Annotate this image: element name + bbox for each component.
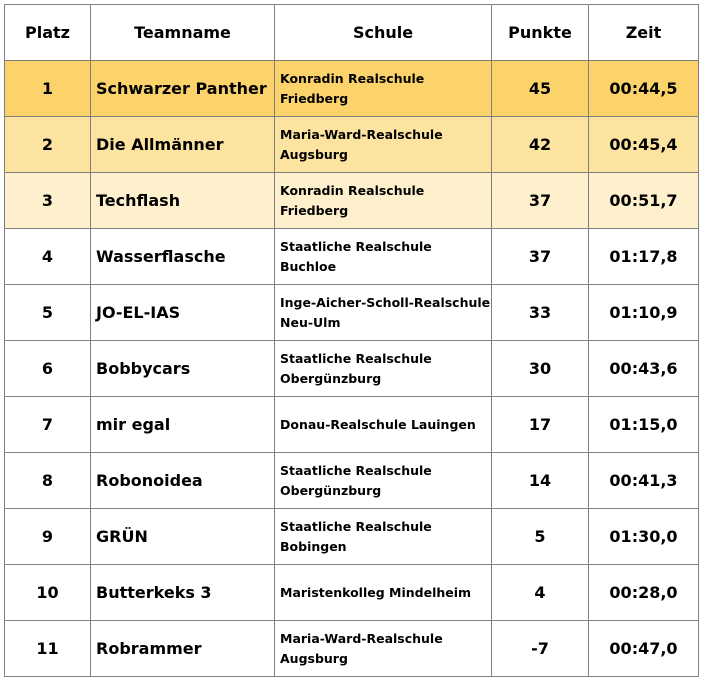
table-row bbox=[5, 285, 699, 341]
cell-zeit: 00:47,0 bbox=[589, 621, 699, 677]
cell-schule bbox=[275, 61, 492, 117]
cell-zeit: 00:51,7 bbox=[589, 173, 699, 229]
cell-teamname: Die Allmänner bbox=[91, 117, 275, 173]
cell-platz: 10 bbox=[5, 565, 91, 621]
cell-punkte: -7 bbox=[492, 621, 589, 677]
schule-line-1: Staatliche Realschule bbox=[280, 518, 432, 534]
cell-punkte: 14 bbox=[492, 453, 589, 509]
table-row bbox=[5, 117, 699, 173]
header-punkte: Punkte bbox=[492, 5, 589, 61]
cell-schule bbox=[275, 565, 492, 621]
schule-line-1: Inge-Aicher-Scholl-Realschule bbox=[280, 294, 491, 310]
cell-zeit: 00:28,0 bbox=[589, 565, 699, 621]
schule-line-1: Maristenkolleg Mindelheim bbox=[280, 584, 472, 600]
header-zeit: Zeit bbox=[589, 5, 699, 61]
table-row bbox=[5, 509, 699, 565]
cell-zeit: 00:45,4 bbox=[589, 117, 699, 173]
cell-platz: 6 bbox=[5, 341, 91, 397]
schule-line-1: Staatliche Realschule bbox=[280, 238, 432, 254]
cell-punkte: 37 bbox=[492, 229, 589, 285]
header-platz: Platz bbox=[5, 5, 91, 61]
schule-line-1: Staatliche Realschule bbox=[280, 350, 432, 366]
table-row bbox=[5, 453, 699, 509]
table-body bbox=[5, 61, 699, 677]
cell-punkte: 45 bbox=[492, 61, 589, 117]
cell-punkte: 4 bbox=[492, 565, 589, 621]
schule-line-2: Obergünzburg bbox=[280, 370, 382, 386]
table-row bbox=[5, 341, 699, 397]
schule-line-2: Friedberg bbox=[280, 90, 349, 106]
cell-punkte: 37 bbox=[492, 173, 589, 229]
schule-line-1: Maria-Ward-Realschule bbox=[280, 630, 443, 646]
cell-teamname: mir egal bbox=[91, 397, 275, 453]
cell-teamname: Schwarzer Panther bbox=[91, 61, 275, 117]
schule-line-2: Bobingen bbox=[280, 538, 347, 554]
cell-schule bbox=[275, 509, 492, 565]
schule-line-2: Friedberg bbox=[280, 202, 349, 218]
schule-line-1: Donau-Realschule Lauingen bbox=[280, 416, 476, 432]
cell-zeit: 00:41,3 bbox=[589, 453, 699, 509]
table-row bbox=[5, 397, 699, 453]
results-table bbox=[4, 4, 699, 677]
cell-platz: 9 bbox=[5, 509, 91, 565]
cell-teamname: Butterkeks 3 bbox=[91, 565, 275, 621]
schule-line-1: Konradin Realschule bbox=[280, 70, 425, 86]
table-row bbox=[5, 565, 699, 621]
schule-line-2: Obergünzburg bbox=[280, 482, 382, 498]
cell-schule bbox=[275, 341, 492, 397]
cell-punkte: 30 bbox=[492, 341, 589, 397]
cell-zeit: 01:10,9 bbox=[589, 285, 699, 341]
cell-teamname: Robrammer bbox=[91, 621, 275, 677]
cell-platz: 2 bbox=[5, 117, 91, 173]
cell-teamname: Wasserflasche bbox=[91, 229, 275, 285]
cell-schule bbox=[275, 173, 492, 229]
cell-punkte: 42 bbox=[492, 117, 589, 173]
cell-schule bbox=[275, 229, 492, 285]
table-row bbox=[5, 229, 699, 285]
cell-zeit: 01:17,8 bbox=[589, 229, 699, 285]
cell-teamname: Bobbycars bbox=[91, 341, 275, 397]
cell-schule bbox=[275, 453, 492, 509]
schule-line-2: Augsburg bbox=[280, 650, 348, 666]
cell-platz: 1 bbox=[5, 61, 91, 117]
table-row bbox=[5, 61, 699, 117]
header-row bbox=[5, 5, 699, 61]
cell-platz: 3 bbox=[5, 173, 91, 229]
header-teamname: Teamname bbox=[91, 5, 275, 61]
cell-punkte: 17 bbox=[492, 397, 589, 453]
cell-platz: 4 bbox=[5, 229, 91, 285]
cell-schule bbox=[275, 621, 492, 677]
schule-line-1: Maria-Ward-Realschule bbox=[280, 126, 443, 142]
schule-line-2: Augsburg bbox=[280, 146, 348, 162]
cell-teamname: Robonoidea bbox=[91, 453, 275, 509]
cell-zeit: 01:30,0 bbox=[589, 509, 699, 565]
schule-line-2: Buchloe bbox=[280, 258, 337, 274]
cell-platz: 8 bbox=[5, 453, 91, 509]
cell-schule bbox=[275, 397, 492, 453]
schule-line-2: Neu-Ulm bbox=[280, 314, 341, 330]
cell-schule bbox=[275, 117, 492, 173]
cell-teamname: JO-EL-IAS bbox=[91, 285, 275, 341]
cell-zeit: 00:44,5 bbox=[589, 61, 699, 117]
cell-teamname: GRÜN bbox=[91, 509, 275, 565]
cell-platz: 11 bbox=[5, 621, 91, 677]
table-row bbox=[5, 621, 699, 677]
cell-schule bbox=[275, 285, 492, 341]
cell-zeit: 00:43,6 bbox=[589, 341, 699, 397]
schule-line-1: Staatliche Realschule bbox=[280, 462, 432, 478]
table-header bbox=[5, 5, 699, 61]
cell-platz: 5 bbox=[5, 285, 91, 341]
cell-zeit: 01:15,0 bbox=[589, 397, 699, 453]
cell-punkte: 5 bbox=[492, 509, 589, 565]
header-schule: Schule bbox=[275, 5, 492, 61]
table-row bbox=[5, 173, 699, 229]
schule-line-1: Konradin Realschule bbox=[280, 182, 425, 198]
cell-platz: 7 bbox=[5, 397, 91, 453]
cell-punkte: 33 bbox=[492, 285, 589, 341]
cell-teamname: Techflash bbox=[91, 173, 275, 229]
